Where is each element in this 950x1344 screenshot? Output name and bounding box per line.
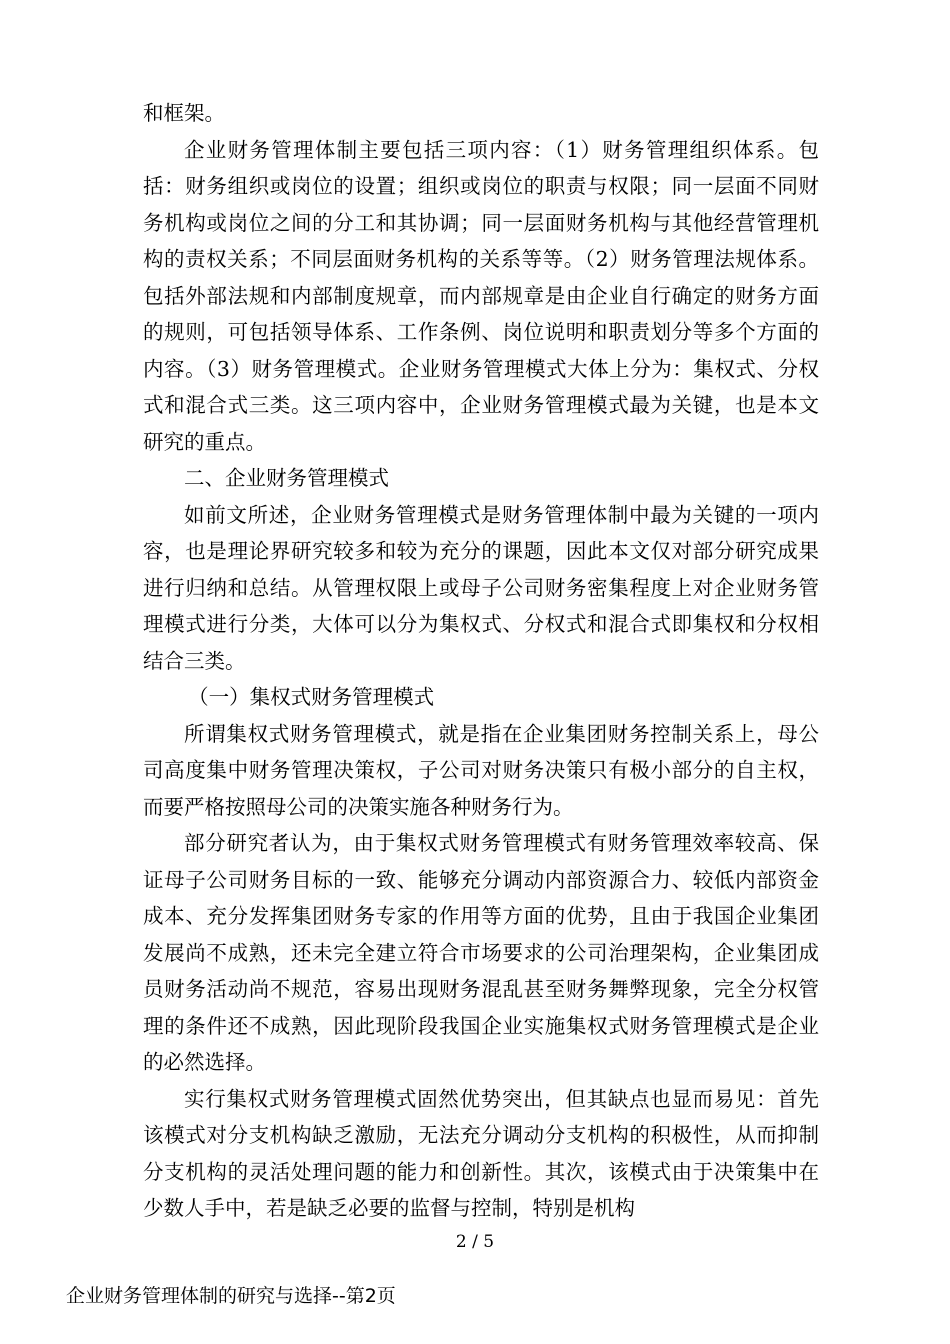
section-heading-2: 二、企业财务管理模式 — [184, 466, 389, 490]
paragraph-centralized-disadvantages: 实行集权式财务管理模式固然优势突出，但其缺点也显而易见：首先该模式对分支机构缺乏激励，无法充分调动分支机构的积极性，从而抑制分支机构的灵活处理问题的能力和创新性。其次，该模式由于决策集中在少数人手中，若是缺乏必要的监督与控制，特别是机构 — [143, 1086, 819, 1220]
subsection-heading-centralized: （一）集权式财务管理模式 — [188, 685, 435, 709]
paragraph-centralized-definition: 所谓集权式财务管理模式，就是指在企业集团财务控制关系上，母公司高度集中财务管理决策权，子公司对财务决策只有极小部分的自主权，而要严格按照母公司的决策实施各种财务行为。 — [143, 721, 819, 819]
paragraph-mode-classification: 如前文所述，企业财务管理模式是财务管理体制中最为关键的一项内容，也是理论界研究较多和较为充分的课题，因此本文仅对部分研究成果进行归纳和总结。从管理权限上或母子公司财务密集程度上对企业财务管理模式进行分类，大体可以分为集权式、分权式和混合式即集权和分权相结合三类。 — [143, 502, 819, 673]
paragraph-centralized-advantages: 部分研究者认为，由于集权式财务管理模式有财务管理效率较高、保证母子公司财务目标的一致、能够充分调动内部资源合力、较低内部资金成本、充分发挥集团财务专家的作用等方面的优势，且由于我国企业集团发展尚不成熟，还未完全建立符合市场要求的公司治理架构，企业集团成员财务活动尚不规范，容易出现财务混乱甚至财务舞弊现象，完全分权管理的条件还不成熟，因此现阶段我国企业实施集权式财务管理模式是企业的必然选择。 — [143, 831, 819, 1074]
page-number: 2 / 5 — [455, 1232, 495, 1252]
paragraph-continuation: 和框架。 — [143, 101, 225, 125]
document-footer-title: 企业财务管理体制的研究与选择--第2页 — [66, 1285, 396, 1307]
document-body — [143, 95, 819, 1227]
paragraph-management-system-contents: 企业财务管理体制主要包括三项内容：（1）财务管理组织体系。包括：财务组织或岗位的设置；组织或岗位的职责与权限；同一层面不同财务机构或岗位之间的分工和其协调；同一层面财务机构与其他经营管理机构的责权关系；不同层面财务机构的关系等等。（2）财务管理法规体系。包括外部法规和内部制度规章，而内部规章是由企业自行确定的财务方面的规则，可包括领导体系、工作条例、岗位说明和职责划分等多个方面的内容。（3）财务管理模式。企业财务管理模式大体上分为：集权式、分权式和混合式三类。这三项内容中，企业财务管理模式最为关键，也是本文研究的重点。 — [143, 137, 819, 454]
